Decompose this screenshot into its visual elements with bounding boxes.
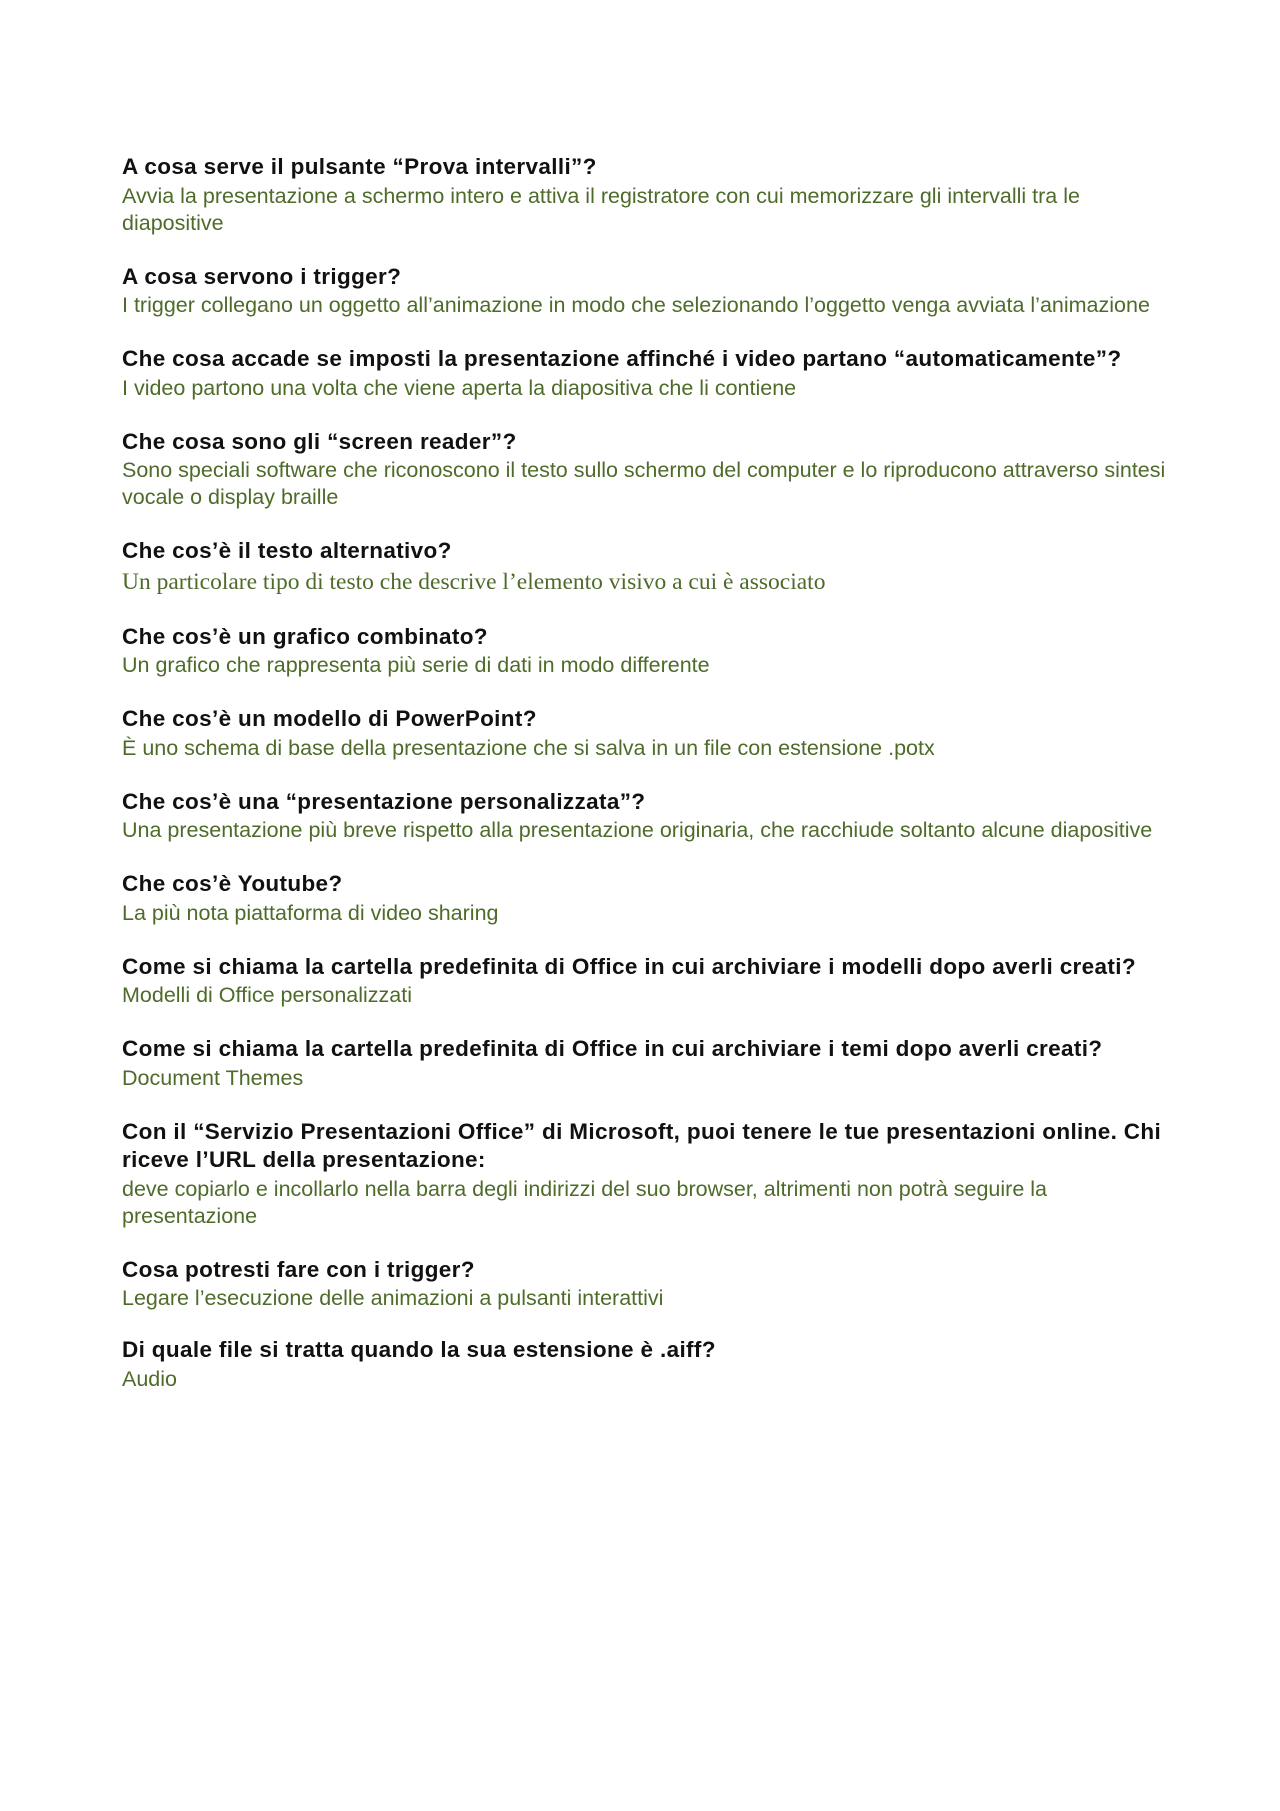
question-text: Con il “Servizio Presentazioni Office” di Microsoft, puoi tenere le tue presentazioni online. Chi riceve l’URL della presentazione:: [122, 1118, 1162, 1172]
question-text: Che cos’è Youtube?: [122, 871, 343, 896]
qa-item: [122, 1035, 1182, 1092]
answer-text: Audio: [122, 1366, 177, 1391]
qa-item: [122, 953, 1182, 1010]
question-text: Di quale file si tratta quando la sua estensione è .aiff?: [122, 1337, 716, 1362]
qa-item: [122, 788, 1182, 845]
question-text: Che cosa sono gli “screen reader”?: [122, 428, 517, 454]
question-text: Che cos’è un modello di PowerPoint?: [122, 706, 537, 731]
qa-item: [122, 623, 1182, 680]
answer-text: Avvia la presentazione a schermo intero e attiva il registratore con cui memorizzare gli intervalli tra le diapositive: [122, 183, 1080, 235]
qa-item: [122, 263, 1182, 320]
answer-text: La più nota piattaforma di video sharing: [122, 900, 499, 925]
qa-item: [122, 870, 1182, 927]
qa-item: [122, 345, 1182, 402]
question-text: Cosa potresti fare con i trigger?: [122, 1256, 475, 1282]
answer-text: Modelli di Office personalizzati: [122, 983, 412, 1007]
qa-item: [122, 153, 1182, 237]
answer-text: È uno schema di base della presentazione che si salva in un file con estensione .potx: [122, 735, 935, 760]
question-text: Come si chiama la cartella predefinita di Office in cui archiviare i temi dopo averli creati?: [122, 1036, 1103, 1061]
answer-text: Una presentazione più breve rispetto alla presentazione originaria, che racchiude soltanto alcune diapositive: [122, 818, 1153, 842]
document-page: [122, 153, 1182, 1419]
qa-item: [122, 705, 1182, 762]
question-text: Che cosa accade se imposti la presentazione affinché i video partano “automaticamente”?: [122, 346, 1122, 371]
answer-text: Document Themes: [122, 1065, 304, 1090]
question-text: Che cos’è il testo alternativo?: [122, 538, 452, 563]
answer-text: I trigger collegano un oggetto all’animazione in modo che selezionando l’oggetto venga avviata l’animazione: [122, 293, 1150, 317]
answer-text: Sono speciali software che riconoscono il testo sullo schermo del computer e lo riproducono attraverso sintesi vocale o display braille: [122, 458, 1166, 509]
qa-item: [122, 537, 1182, 597]
qa-item: [122, 1118, 1182, 1230]
qa-item: [122, 1256, 1182, 1313]
question-text: Che cos’è una “presentazione personalizzata”?: [122, 788, 646, 814]
answer-text: Un grafico che rappresenta più serie di dati in modo differente: [122, 653, 710, 677]
answer-text: I video partono una volta che viene aperta la diapositiva che li contiene: [122, 375, 797, 400]
qa-item: [122, 1336, 1182, 1393]
question-text: A cosa servono i trigger?: [122, 263, 402, 289]
qa-item: [122, 428, 1182, 512]
question-text: Come si chiama la cartella predefinita di Office in cui archiviare i modelli dopo averli creati?: [122, 953, 1136, 979]
answer-text: deve copiarlo e incollarlo nella barra degli indirizzi del suo browser, altrimenti non potrà seguire la presentazione: [122, 1176, 1047, 1228]
question-text: A cosa serve il pulsante “Prova intervalli”?: [122, 154, 597, 179]
answer-text: Legare l’esecuzione delle animazioni a pulsanti interattivi: [122, 1286, 664, 1310]
answer-text: Un particolare tipo di testo che descrive l’elemento visivo a cui è associato: [122, 568, 826, 595]
question-text: Che cos’è un grafico combinato?: [122, 623, 488, 649]
